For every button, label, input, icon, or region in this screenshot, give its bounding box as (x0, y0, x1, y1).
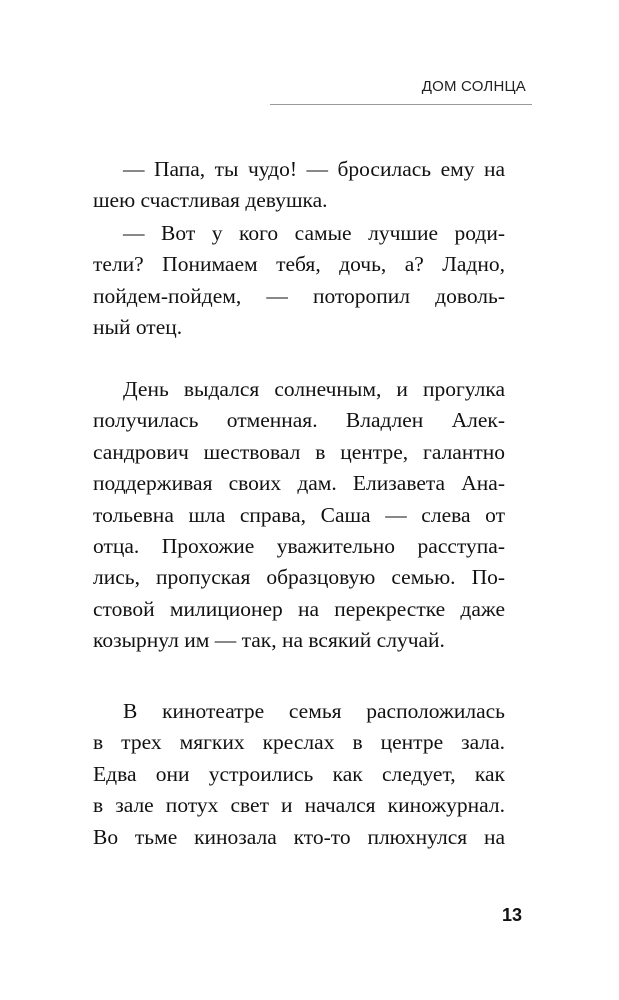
text-line: лись, пропуская образцовую семью. По- (93, 565, 505, 590)
text-line: получилась отменная. Владлен Алек- (93, 408, 505, 433)
text-line: В кинотеатре семья расположилась (123, 699, 505, 723)
text-line: шею счастливая девушка. (93, 188, 328, 213)
text-line: козырнул им — так, на всякий случай. (93, 628, 445, 653)
running-head: ДОМ СОЛНЦА (421, 78, 526, 95)
paragraph (93, 696, 505, 853)
text-line: в трех мягких креслах в центре зала. (93, 730, 505, 755)
text-line: — Папа, ты чудо! — бросилась ему на (123, 157, 505, 181)
text-line: в зале потух свет и начался киножурнал. (93, 793, 505, 818)
text-line: поддерживая своих дам. Елизавета Ана- (93, 471, 505, 496)
paragraph (93, 374, 505, 657)
text-line: пойдем-пойдем, — поторопил доволь- (93, 283, 505, 308)
text-line: сандрович шествовал в центре, галантно (93, 439, 505, 464)
text-line: ный отец. (93, 315, 183, 340)
text-line: Во тьме кинозала кто-то плюхнулся на (93, 824, 505, 849)
paragraph (93, 218, 505, 344)
header-rule (270, 104, 532, 105)
text-line: День выдался солнечным, и прогулка (123, 377, 505, 401)
page-number: 13 (501, 905, 522, 925)
text-line: Едва они устроились как следует, как (93, 761, 505, 786)
paragraph (93, 154, 505, 217)
text-line: тольевна шла справа, Саша — слева от (93, 502, 505, 527)
text-line: тели? Понимаем тебя, дочь, а? Ладно, (93, 252, 505, 277)
text-line: отца. Прохожие уважительно расступа- (93, 534, 505, 559)
text-line: стовой милиционер на перекрестке даже (93, 596, 505, 621)
text-line: — Вот у кого самые лучшие роди- (123, 221, 505, 245)
